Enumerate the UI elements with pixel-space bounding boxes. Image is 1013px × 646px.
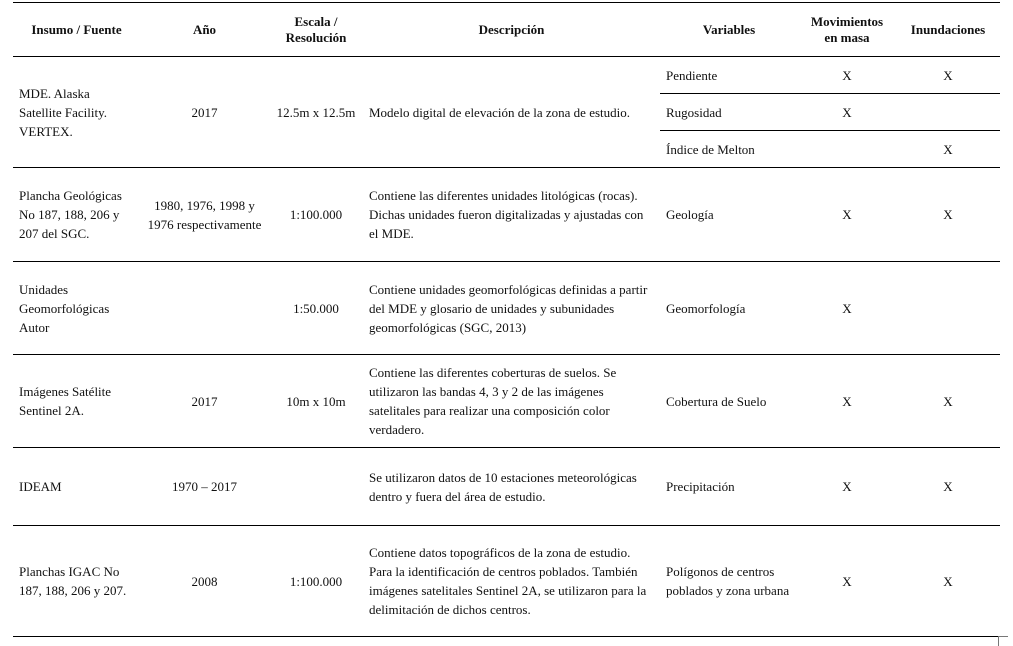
cell-anio: 1980, 1976, 1998 y 1976 respectivamente [140, 168, 269, 262]
cell-descripcion: Modelo digital de elevación de la zona de estudio. [363, 57, 660, 168]
cell-variable: Geología [660, 168, 798, 262]
cell-escala: 12.5m x 12.5m [269, 57, 363, 168]
header-insumo: Insumo / Fuente [13, 3, 140, 57]
cell-inundaciones [896, 94, 1000, 131]
header-variables: Variables [660, 3, 798, 57]
cell-movimientos: X [798, 526, 896, 637]
cell-variable: Cobertura de Suelo [660, 355, 798, 448]
table-row [13, 168, 1000, 262]
cell-descripcion: Contiene unidades geomorfológicas definidas a partir del MDE y glosario de unidades y subunidades geomorfológicas (SGC, 2013) [363, 262, 660, 355]
cell-descripcion: Se utilizaron datos de 10 estaciones meteorológicas dentro y fuera del área de estudio. [363, 448, 660, 526]
table-row [13, 262, 1000, 355]
header-escala-line2: Resolución [285, 29, 347, 45]
cell-anio: 2017 [140, 355, 269, 448]
header-movimientos-line1: Movimientos [810, 13, 884, 29]
cell-variable: Geomorfología [660, 262, 798, 355]
cell-inundaciones: X [896, 355, 1000, 448]
cell-movimientos: X [798, 168, 896, 262]
cell-variable: Polígonos de centros poblados y zona urbana [660, 526, 798, 637]
cell-insumo: MDE. Alaska Satellite Facility. VERTEX. [13, 57, 140, 168]
table-corner-marker [998, 636, 1008, 646]
cell-movimientos: X [798, 262, 896, 355]
cell-insumo: Imágenes Satélite Sentinel 2A. [13, 355, 140, 448]
cell-anio: 2008 [140, 526, 269, 637]
table-row [13, 355, 1000, 448]
cell-anio: 2017 [140, 57, 269, 168]
cell-inundaciones: X [896, 168, 1000, 262]
data-table [13, 2, 1000, 637]
table-row [13, 526, 1000, 637]
cell-variable: Pendiente [660, 57, 798, 94]
cell-movimientos [798, 131, 896, 168]
cell-escala: 1:100.000 [269, 168, 363, 262]
header-row [13, 3, 1000, 57]
cell-anio: 1970 – 2017 [140, 448, 269, 526]
header-escala [269, 3, 363, 57]
header-inundaciones: Inundaciones [896, 3, 1000, 57]
cell-escala: 1:50.000 [269, 262, 363, 355]
cell-insumo: Unidades Geomorfológicas Autor [13, 262, 140, 355]
cell-escala: 1:100.000 [269, 526, 363, 637]
cell-descripcion: Contiene las diferentes unidades litológicas (rocas). Dichas unidades fueron digitalizadas y ajustadas con el MDE. [363, 168, 660, 262]
cell-movimientos: X [798, 57, 896, 94]
table-row [13, 448, 1000, 526]
cell-variable: Precipitación [660, 448, 798, 526]
table-row [13, 57, 1000, 94]
cell-insumo: IDEAM [13, 448, 140, 526]
cell-insumo: Plancha Geológicas No 187, 188, 206 y 207 del SGC. [13, 168, 140, 262]
cell-movimientos: X [798, 448, 896, 526]
cell-insumo: Planchas IGAC No 187, 188, 206 y 207. [13, 526, 140, 637]
header-movimientos [798, 3, 896, 57]
cell-movimientos: X [798, 94, 896, 131]
header-descripcion: Descripción [363, 3, 660, 57]
cell-escala [269, 448, 363, 526]
header-escala-line1: Escala / [294, 13, 338, 29]
cell-escala: 10m x 10m [269, 355, 363, 448]
cell-descripcion: Contiene las diferentes coberturas de suelos. Se utilizaron las bandas 4, 3 y 2 de las imágenes satelitales para realizar una composición color verdadero. [363, 355, 660, 448]
header-anio: Año [140, 3, 269, 57]
cell-inundaciones: X [896, 448, 1000, 526]
header-movimientos-line2: en masa [824, 29, 870, 45]
cell-anio [140, 262, 269, 355]
cell-inundaciones: X [896, 57, 1000, 94]
cell-variable: Índice de Melton [660, 131, 798, 168]
cell-inundaciones: X [896, 131, 1000, 168]
cell-variable: Rugosidad [660, 94, 798, 131]
cell-inundaciones [896, 262, 1000, 355]
cell-inundaciones: X [896, 526, 1000, 637]
cell-descripcion: Contiene datos topográficos de la zona de estudio. Para la identificación de centros poblados. También imágenes satelitales Sentinel 2A, se utilizaron para la delimitación de dichos centros. [363, 526, 660, 637]
cell-movimientos: X [798, 355, 896, 448]
